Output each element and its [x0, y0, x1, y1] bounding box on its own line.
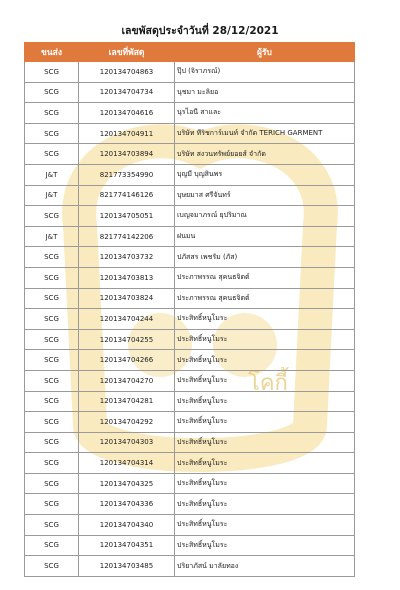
carrier-cell: J&T — [25, 164, 79, 185]
tracking-cell: 120134703824 — [79, 288, 175, 309]
carrier-cell: SCG — [25, 412, 79, 433]
tracking-cell: 821774142206 — [79, 226, 175, 247]
recipient-cell: ประสิทธิ์หนูโมระ — [175, 535, 355, 556]
recipient-cell: ประสิทธิ์หนูโมระ — [175, 515, 355, 536]
recipient-cell: ประสิทธิ์หนูโมระ — [175, 391, 355, 412]
tracking-cell: 120134703894 — [79, 144, 175, 165]
header-carrier: ขนส่ง — [25, 43, 79, 62]
table-row — [25, 288, 355, 309]
table-row — [25, 144, 355, 165]
tracking-cell: 120134704303 — [79, 432, 175, 453]
carrier-cell: SCG — [25, 82, 79, 103]
carrier-cell: SCG — [25, 391, 79, 412]
table-header-row — [25, 43, 355, 62]
table-row — [25, 350, 355, 371]
parcel-table — [24, 42, 355, 577]
recipient-cell: ฝนมน — [175, 226, 355, 247]
carrier-cell: SCG — [25, 535, 79, 556]
header-tracking: เลขที่พัสดุ — [79, 43, 175, 62]
carrier-cell: SCG — [25, 123, 79, 144]
recipient-cell: ประสิทธิ์หนูโมระ — [175, 350, 355, 371]
recipient-cell: ประภาพรรณ สุคนธจิตต์ — [175, 267, 355, 288]
recipient-cell: ประสิทธิ์หนูโมระ — [175, 473, 355, 494]
table-row — [25, 370, 355, 391]
recipient-cell: ประสิทธิ์หนูโมระ — [175, 453, 355, 474]
carrier-cell: J&T — [25, 185, 79, 206]
table-row — [25, 412, 355, 433]
recipient-cell: ประสิทธิ์หนูโมระ — [175, 329, 355, 350]
table-row — [25, 432, 355, 453]
carrier-cell: J&T — [25, 226, 79, 247]
table-row — [25, 62, 355, 83]
carrier-cell: SCG — [25, 247, 79, 268]
carrier-cell: SCG — [25, 515, 79, 536]
tracking-cell: 120134704292 — [79, 412, 175, 433]
recipient-cell: ประสิทธิ์หนูโมระ — [175, 412, 355, 433]
carrier-cell: SCG — [25, 329, 79, 350]
table-row — [25, 515, 355, 536]
recipient-cell: บุษยมาส ศรีจันทร์ — [175, 185, 355, 206]
carrier-cell: SCG — [25, 453, 79, 474]
table-row — [25, 247, 355, 268]
recipient-cell: เบญจมาภรณ์ ยุปริมาณ — [175, 206, 355, 227]
carrier-cell: SCG — [25, 473, 79, 494]
recipient-cell: บริษัท สงวนทรัพย์ยอยส์ จำกัด — [175, 144, 355, 165]
carrier-cell: SCG — [25, 267, 79, 288]
carrier-cell: SCG — [25, 556, 79, 577]
tracking-cell: 120134705051 — [79, 206, 175, 227]
carrier-cell: SCG — [25, 494, 79, 515]
table-row — [25, 226, 355, 247]
tracking-cell: 120134704325 — [79, 473, 175, 494]
table-row — [25, 329, 355, 350]
tracking-cell: 821773354990 — [79, 164, 175, 185]
carrier-cell: SCG — [25, 309, 79, 330]
tracking-cell: 120134704270 — [79, 370, 175, 391]
tracking-cell: 120134703732 — [79, 247, 175, 268]
tracking-cell: 120134704911 — [79, 123, 175, 144]
tracking-cell: 120134704340 — [79, 515, 175, 536]
table-row — [25, 556, 355, 577]
tracking-cell: 120134704255 — [79, 329, 175, 350]
tracking-cell: 120134703813 — [79, 267, 175, 288]
table-row — [25, 267, 355, 288]
watermark-text: โคกี้ — [248, 371, 288, 396]
tracking-cell: 120134704863 — [79, 62, 175, 83]
table-row — [25, 164, 355, 185]
header-recipient: ผู้รับ — [175, 43, 355, 62]
recipient-cell: นุรไอนี สาและ — [175, 103, 355, 124]
table-row — [25, 206, 355, 227]
recipient-cell: ประสิทธิ์หนูโมระ — [175, 432, 355, 453]
recipient-cell: ปภัสสร เพชรัม (ภัส) — [175, 247, 355, 268]
recipient-cell: บริษัท ทีริชการ์เมนท์ จำกัด TERICH GARMENT — [175, 123, 355, 144]
table-row — [25, 103, 355, 124]
table-row — [25, 535, 355, 556]
carrier-cell: SCG — [25, 370, 79, 391]
tracking-cell: 120134704616 — [79, 103, 175, 124]
tracking-cell: 120134704351 — [79, 535, 175, 556]
tracking-cell: 120134704314 — [79, 453, 175, 474]
recipient-cell: นุชมา มะลิยอ — [175, 82, 355, 103]
carrier-cell: SCG — [25, 350, 79, 371]
tracking-cell: 120134704244 — [79, 309, 175, 330]
recipient-cell: ปุ๊ป (จิราภรณ์) — [175, 62, 355, 83]
table-row — [25, 123, 355, 144]
tracking-cell: 821774146126 — [79, 185, 175, 206]
table-row — [25, 473, 355, 494]
table-row — [25, 494, 355, 515]
page-title: เลขพัสดุประจำวันที่ 28/12/2021 — [121, 25, 279, 37]
carrier-cell: SCG — [25, 62, 79, 83]
recipient-cell: ประสิทธิ์หนูโมระ — [175, 370, 355, 391]
table-row — [25, 391, 355, 412]
carrier-cell: SCG — [25, 206, 79, 227]
table-row — [25, 453, 355, 474]
recipient-cell: ประสิทธิ์หนูโมระ — [175, 494, 355, 515]
carrier-cell: SCG — [25, 103, 79, 124]
recipient-cell: ประภาพรรณ สุคนธจิตต์ — [175, 288, 355, 309]
table-row — [25, 82, 355, 103]
tracking-cell: 120134703485 — [79, 556, 175, 577]
tracking-cell: 120134704734 — [79, 82, 175, 103]
tracking-cell: 120134704266 — [79, 350, 175, 371]
tracking-cell: 120134704281 — [79, 391, 175, 412]
table-row — [25, 185, 355, 206]
carrier-cell: SCG — [25, 288, 79, 309]
tracking-cell: 120134704336 — [79, 494, 175, 515]
carrier-cell: SCG — [25, 432, 79, 453]
recipient-cell: ประสิทธิ์หนูโมระ — [175, 309, 355, 330]
recipient-cell: บุญมี บุญสินพร — [175, 164, 355, 185]
table-row — [25, 309, 355, 330]
carrier-cell: SCG — [25, 144, 79, 165]
recipient-cell: ปริยาภัสน์ มาลัยทอง — [175, 556, 355, 577]
